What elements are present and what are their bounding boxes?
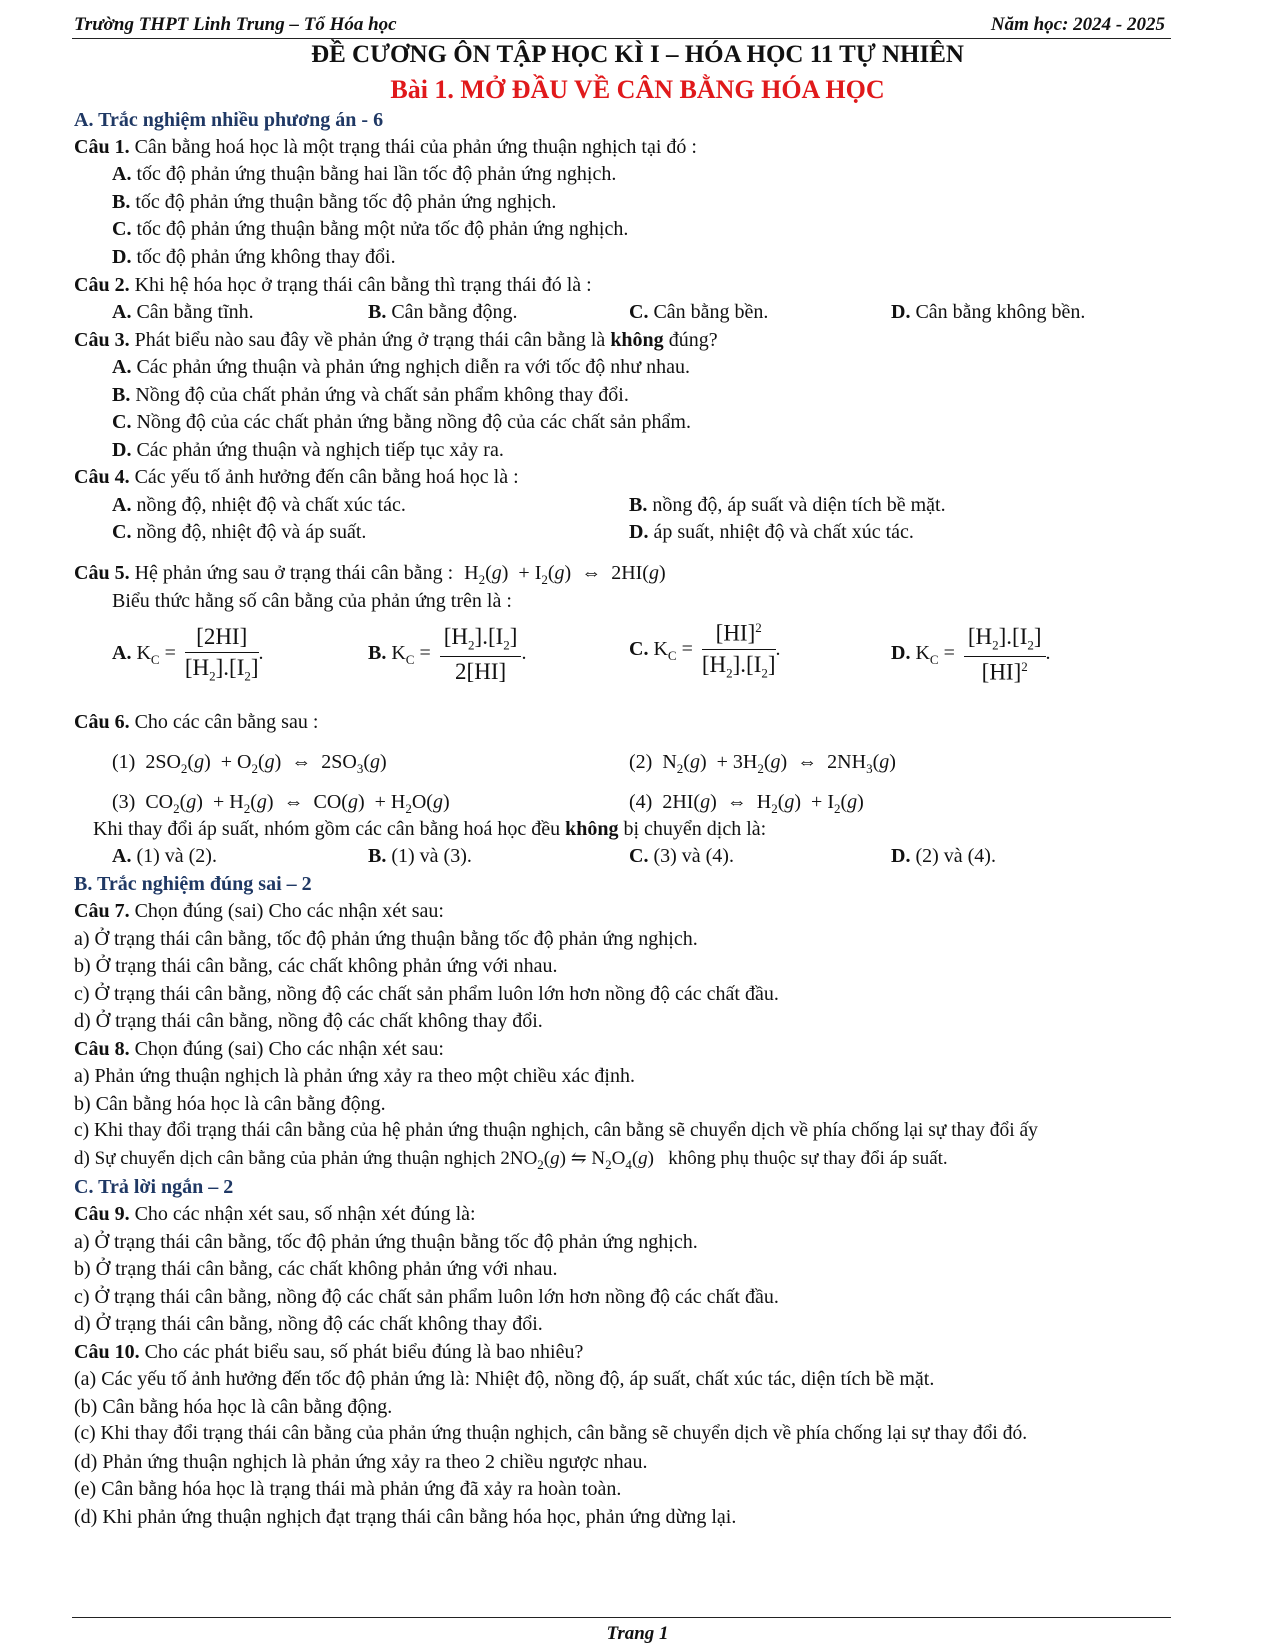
q2-option-c: C. Cân bằng bền. bbox=[629, 301, 769, 323]
q3-option-d: D. Các phản ứng thuận và nghịch tiếp tục xảy ra. bbox=[112, 439, 504, 461]
q3-option-a: A. Các phản ứng thuận và phản ứng nghịch diễn ra với tốc độ như nhau. bbox=[112, 356, 690, 378]
q9-item-b: b) Ở trạng thái cân bằng, các chất không phản ứng với nhau. bbox=[74, 1258, 558, 1280]
q4-option-c: C. nồng độ, nhiệt độ và áp suất. bbox=[112, 521, 367, 543]
section-b-heading: B. Trắc nghiệm đúng sai – 2 bbox=[74, 873, 312, 895]
q7-item-a: a) Ở trạng thái cân bằng, tốc độ phản ứng thuận bằng tốc độ phản ứng nghịch. bbox=[74, 928, 698, 950]
document-title: ĐỀ CƯƠNG ÔN TẬP HỌC KÌ I – HÓA HỌC 11 TỰ NHIÊN bbox=[311, 41, 964, 68]
q7-item-b: b) Ở trạng thái cân bằng, các chất không phản ứng với nhau. bbox=[74, 955, 558, 977]
q1-option-d: D. tốc độ phản ứng không thay đổi. bbox=[112, 246, 396, 268]
q10-item-e: (e) Cân bằng hóa học là trạng thái mà phản ứng đã xảy ra hoàn toàn. bbox=[74, 1478, 622, 1500]
q5-option-c: C. $K_C$ = $\frac{[HI]^2}{[H_2].[I_2]}$ . bbox=[629, 620, 781, 681]
q8-item-a: a) Phản ứng thuận nghịch là phản ứng xảy ra theo một chiều xác định. bbox=[74, 1065, 635, 1087]
q3-option-c: C. Nồng độ của các chất phản ứng bằng nồng độ của các chất sản phẩm. bbox=[112, 411, 691, 433]
q6-option-d: D. (2) và (4). bbox=[891, 845, 996, 867]
q1-option-c: C. tốc độ phản ứng thuận bằng một nửa tốc độ phản ứng nghịch. bbox=[112, 218, 629, 240]
question-2: Câu 2. Khi hệ hóa học ở trạng thái cân bằng thì trạng thái đó là : bbox=[74, 274, 592, 296]
q5-option-b: B. $K_C$ = $\frac{[H_2].[I_2]}{2[HI]}$ . bbox=[368, 624, 527, 684]
q2-option-d: D. Cân bằng không bền. bbox=[891, 301, 1086, 323]
page-number: Trang 1 bbox=[606, 1623, 669, 1644]
q5-option-d: D. $K_C$ = $\frac{[H_2].[I_2]}{[HI]^2}$ . bbox=[891, 624, 1051, 685]
q6-option-a: A. (1) và (2). bbox=[112, 845, 217, 867]
q8-item-c: c) Khi thay đổi trạng thái cân bằng của hệ phản ứng thuận nghịch, cân bằng sẽ chuyển dịch về phía chống lại sự thay đổi ấy bbox=[74, 1120, 1038, 1141]
q7-item-c: c) Ở trạng thái cân bằng, nồng độ các chất sản phẩm luôn lớn hơn nồng độ các chất đầu. bbox=[74, 983, 779, 1005]
q6-equilibrium-3: (3) $CO_2(g) + H_2(g)$ ⇔ $CO(g) + H_2O(g)$ bbox=[112, 791, 450, 816]
q5-reaction: $H_2(g) + I_2(g)$ ⇔ 2HI(g) bbox=[464, 562, 666, 587]
q6-option-c: C. (3) và (4). bbox=[629, 845, 734, 867]
page-header bbox=[72, 14, 1171, 39]
q4-option-b: B. nồng độ, áp suất và diện tích bề mặt. bbox=[629, 494, 946, 516]
section-a-heading: A. Trắc nghiệm nhiều phương án - 6 bbox=[74, 109, 384, 131]
q4-option-a: A. nồng độ, nhiệt độ và chất xúc tác. bbox=[112, 494, 406, 516]
q7-item-d: d) Ở trạng thái cân bằng, nồng độ các chất không thay đổi. bbox=[74, 1010, 543, 1032]
question-4: Câu 4. Các yếu tố ảnh hưởng đến cân bằng hoá học là : bbox=[74, 466, 519, 488]
school-name: Trường THPT Linh Trung – Tổ Hóa học bbox=[74, 14, 397, 35]
question-9: Câu 9. Cho các nhận xét sau, số nhận xét đúng là: bbox=[74, 1203, 476, 1225]
q10-item-d: (d) Phản ứng thuận nghịch là phản ứng xảy ra theo 2 chiều ngược nhau. bbox=[74, 1451, 648, 1473]
question-7: Câu 7. Chọn đúng (sai) Cho các nhận xét sau: bbox=[74, 900, 444, 922]
footer-divider bbox=[72, 1617, 1171, 1618]
q8-item-d: d) Sự chuyển dịch cân bằng của phản ứng thuận nghịch $2NO_2(g)$ ⇋ $N_2O_4(g)$ không phụ thuộc sự thay đổi áp suất. bbox=[74, 1148, 948, 1172]
lesson-title: Bài 1. MỞ ĐẦU VỀ CÂN BẰNG HÓA HỌC bbox=[390, 75, 885, 104]
q10-item-c: (c) Khi thay đổi trạng thái cân bằng của phản ứng thuận nghịch, cân bằng sẽ chuyển dịch về phía chống lại sự thay đổi đó. bbox=[74, 1423, 1028, 1444]
q6-note: Khi thay đổi áp suất, nhóm gồm các cân bằng hoá học đều không bị chuyển dịch là: bbox=[93, 818, 767, 840]
q5-subtext: Biểu thức hằng số cân bằng của phản ứng trên là : bbox=[112, 590, 512, 612]
q9-item-d: d) Ở trạng thái cân bằng, nồng độ các chất không thay đổi. bbox=[74, 1313, 543, 1335]
q2-option-a: A. Cân bằng tĩnh. bbox=[112, 301, 254, 323]
q10-item-f: (d) Khi phản ứng thuận nghịch đạt trạng thái cân bằng hóa học, phản ứng dừng lại. bbox=[74, 1506, 737, 1528]
q5-option-a: A. $K_C$ = $\frac{[2HI]}{[H_2].[I_2]}$ . bbox=[112, 624, 264, 684]
q4-option-d: D. áp suất, nhiệt độ và chất xúc tác. bbox=[629, 521, 914, 543]
question-5: Câu 5. Hệ phản ứng sau ở trạng thái cân bằng : $H_2(g) + I_2(g)$ ⇔ 2HI(g) bbox=[74, 562, 666, 587]
q3-option-b: B. Nồng độ của chất phản ứng và chất sản phẩm không thay đổi. bbox=[112, 384, 629, 406]
q6-equilibrium-1: (1) $2SO_2(g) + O_2(g)$ ⇔ $2SO_3(g)$ bbox=[112, 751, 387, 776]
q1-option-b: B. tốc độ phản ứng thuận bằng tốc độ phản ứng nghịch. bbox=[112, 191, 557, 213]
question-10: Câu 10. Cho các phát biểu sau, số phát biểu đúng là bao nhiêu? bbox=[74, 1341, 584, 1363]
question-3: Câu 3. Phát biểu nào sau đây về phản ứng ở trạng thái cân bằng là không đúng? bbox=[74, 329, 718, 351]
q8-item-b: b) Cân bằng hóa học là cân bằng động. bbox=[74, 1093, 386, 1115]
q6-equilibrium-2: (2) $N_2(g) + 3H_2(g)$ ⇔ $2NH_3(g)$ bbox=[629, 751, 896, 776]
q2-option-b: B. Cân bằng động. bbox=[368, 301, 518, 323]
q10-item-b: (b) Cân bằng hóa học là cân bằng động. bbox=[74, 1396, 393, 1418]
section-c-heading: C. Trả lời ngắn – 2 bbox=[74, 1176, 234, 1198]
question-1: Câu 1. Cân bằng hoá học là một trạng thái của phản ứng thuận nghịch tại đó : bbox=[74, 136, 697, 158]
q6-equilibrium-4: (4) 2HI(g) ⇔ $H_2(g) + I_2(g)$ bbox=[629, 791, 864, 816]
question-8: Câu 8. Chọn đúng (sai) Cho các nhận xét sau: bbox=[74, 1038, 444, 1060]
q6-option-b: B. (1) và (3). bbox=[368, 845, 472, 867]
q9-item-a: a) Ở trạng thái cân bằng, tốc độ phản ứng thuận bằng tốc độ phản ứng nghịch. bbox=[74, 1231, 698, 1253]
q10-item-a: (a) Các yếu tố ảnh hưởng đến tốc độ phản ứng là: Nhiệt độ, nồng độ, áp suất, chất xúc tác, diện tích bề mặt. bbox=[74, 1368, 935, 1390]
q1-option-a: A. tốc độ phản ứng thuận bằng hai lần tốc độ phản ứng nghịch. bbox=[112, 163, 617, 185]
q9-item-c: c) Ở trạng thái cân bằng, nồng độ các chất sản phẩm luôn lớn hơn nồng độ các chất đầu. bbox=[74, 1286, 779, 1308]
school-year: Năm học: 2024 - 2025 bbox=[990, 14, 1165, 35]
question-6: Câu 6. Cho các cân bằng sau : bbox=[74, 711, 319, 733]
